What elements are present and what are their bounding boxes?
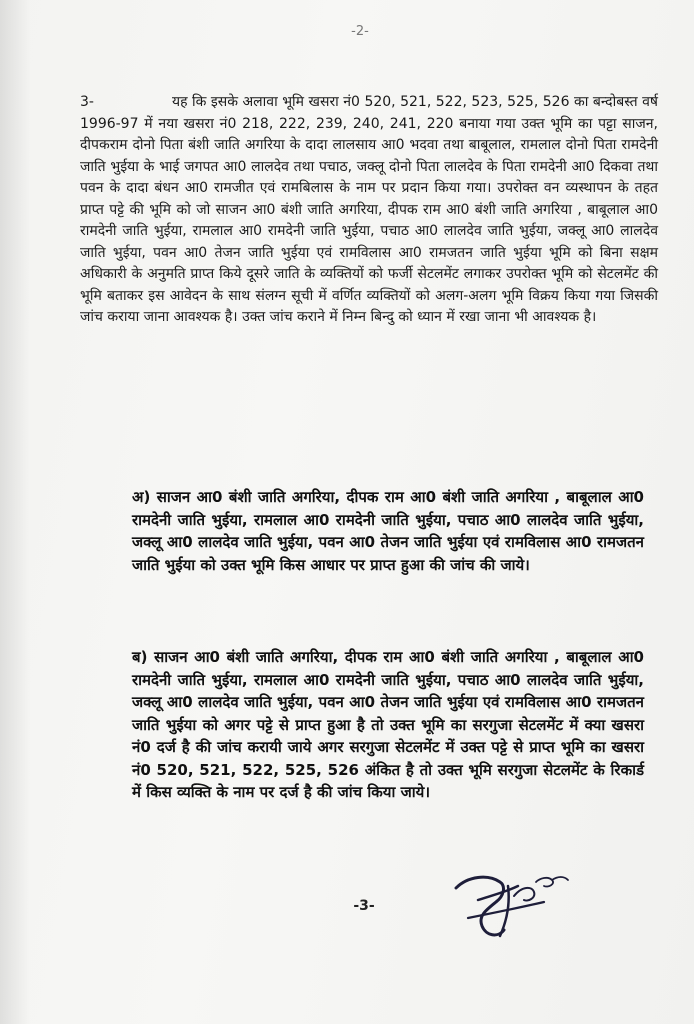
page-number-top: -2- [351, 24, 369, 39]
point-b: ब) साजन आ0 बंशी जाति अगरिया, दीपक राम आ0 बंशी जाति अगरिया , बाबूलाल आ0 रामदेनी जाति भुईया, रामलाल आ0 रामदेनी जाति भुईया, पचाठ आ0 लालदेव जाति भुईया, जक्लू आ0 लालदेव जाति भुईया, पवन आ0 तेजन जाति भुईया एवं रामविलास आ0 रामजतन जाति भुईया को अगर पट्टे से प्राप्त हुआ है तो उक्त भूमि का सरगुजा सेटलमेंट में क्या खसरा नं0 दर्ज है की जांच करायी जाये अगर सरगुजा सेटलमेंट में उक्त पट्टे से प्राप्त भूमि का खसरा नं0 520, 521, 522, 525, 526 अंकित है तो उक्त भूमि सरगुजा सेटलमेंट के रिकार्ड में किस व्यक्ति के नाम पर दर्ज है की जांच किया जाये। [132, 648, 644, 801]
page-number-bottom: -3- [353, 898, 375, 914]
signature-image [448, 856, 578, 946]
paragraph-text: यह कि इसके अलावा भूमि खसरा नं0 520, 521, 522, 523, 525, 526 का बन्दोबस्त वर्ष 1996-97 में नया खसरा नं0 218, 222, 239, 240, 241, 220 बनाया गया उक्त भूमि का पट्टा साजन, दीपकराम दोनो पिता बंशी जाति अगरिया के दादा लालसाय आ0 भदवा तथा बाबूलाल, रामलाल दोनो पिता रामदेनी जाति भुईया के भाई जगपत आ0 लालदेव तथा पचाठ, जक्लू दोनो पिता लालदेव के पिता रामदेनी आ0 दिकवा तथा पवन के दादा बंधन आ0 रामजीत एवं रामबिलास के नाम पर प्रदान किया गया। उपरोक्त वन व्यस्थापन के तहत प्राप्त पट्टे की भूमि को जो साजन आ0 बंशी जाति अगरिया, दीपक राम आ0 बंशी जाति अगरिया , बाबूलाल आ0 रामदेनी जाति भुईया, रामलाल आ0 रामदेनी जाति भुईया, पचाठ आ0 लालदेव जाति भुईया, जक्लू आ0 लालदेव जाति भुईया, पवन आ0 तेजन जाति भुईया एवं रामविलास आ0 रामजतन जाति भुईया भूमि को बिना सक्षम अधिकारी के अनुमति प्राप्त किये दूसरे जाति के व्यक्तियों को फर्जी सेटलमेंट लगाकर उपरोक्त भूमि को सेटलमेंट की भूमि बताकर इस आवेदन के साथ संलग्न सूची में वर्णित व्यक्तियों को अलग-अलग भूमि विक्रय किया गया जिसकी जांच कराया जाना आवश्यक है। उक्त जांच कराने में निम्न बिन्दु को ध्यान में रखा जाना भी आवश्यक है। [80, 94, 658, 325]
paragraph-label: 3- [80, 94, 94, 110]
page-shadow [0, 0, 30, 1024]
main-paragraph [80, 92, 658, 329]
point-a: अ) साजन आ0 बंशी जाति अगरिया, दीपक राम आ0 बंशी जाति अगरिया , बाबूलाल आ0 रामदेनी जाति भुईया, रामलाल आ0 रामदेनी जाति भुईया, पचाठ आ0 लालदेव जाति भुईया, जक्लू आ0 लालदेव जाति भुईया, पवन आ0 तेजन जाति भुईया एवं रामविलास आ0 रामजतन जाति भुईया को उक्त भूमि किस आधार पर प्राप्त हुआ की जांच की जाये। [132, 488, 644, 574]
